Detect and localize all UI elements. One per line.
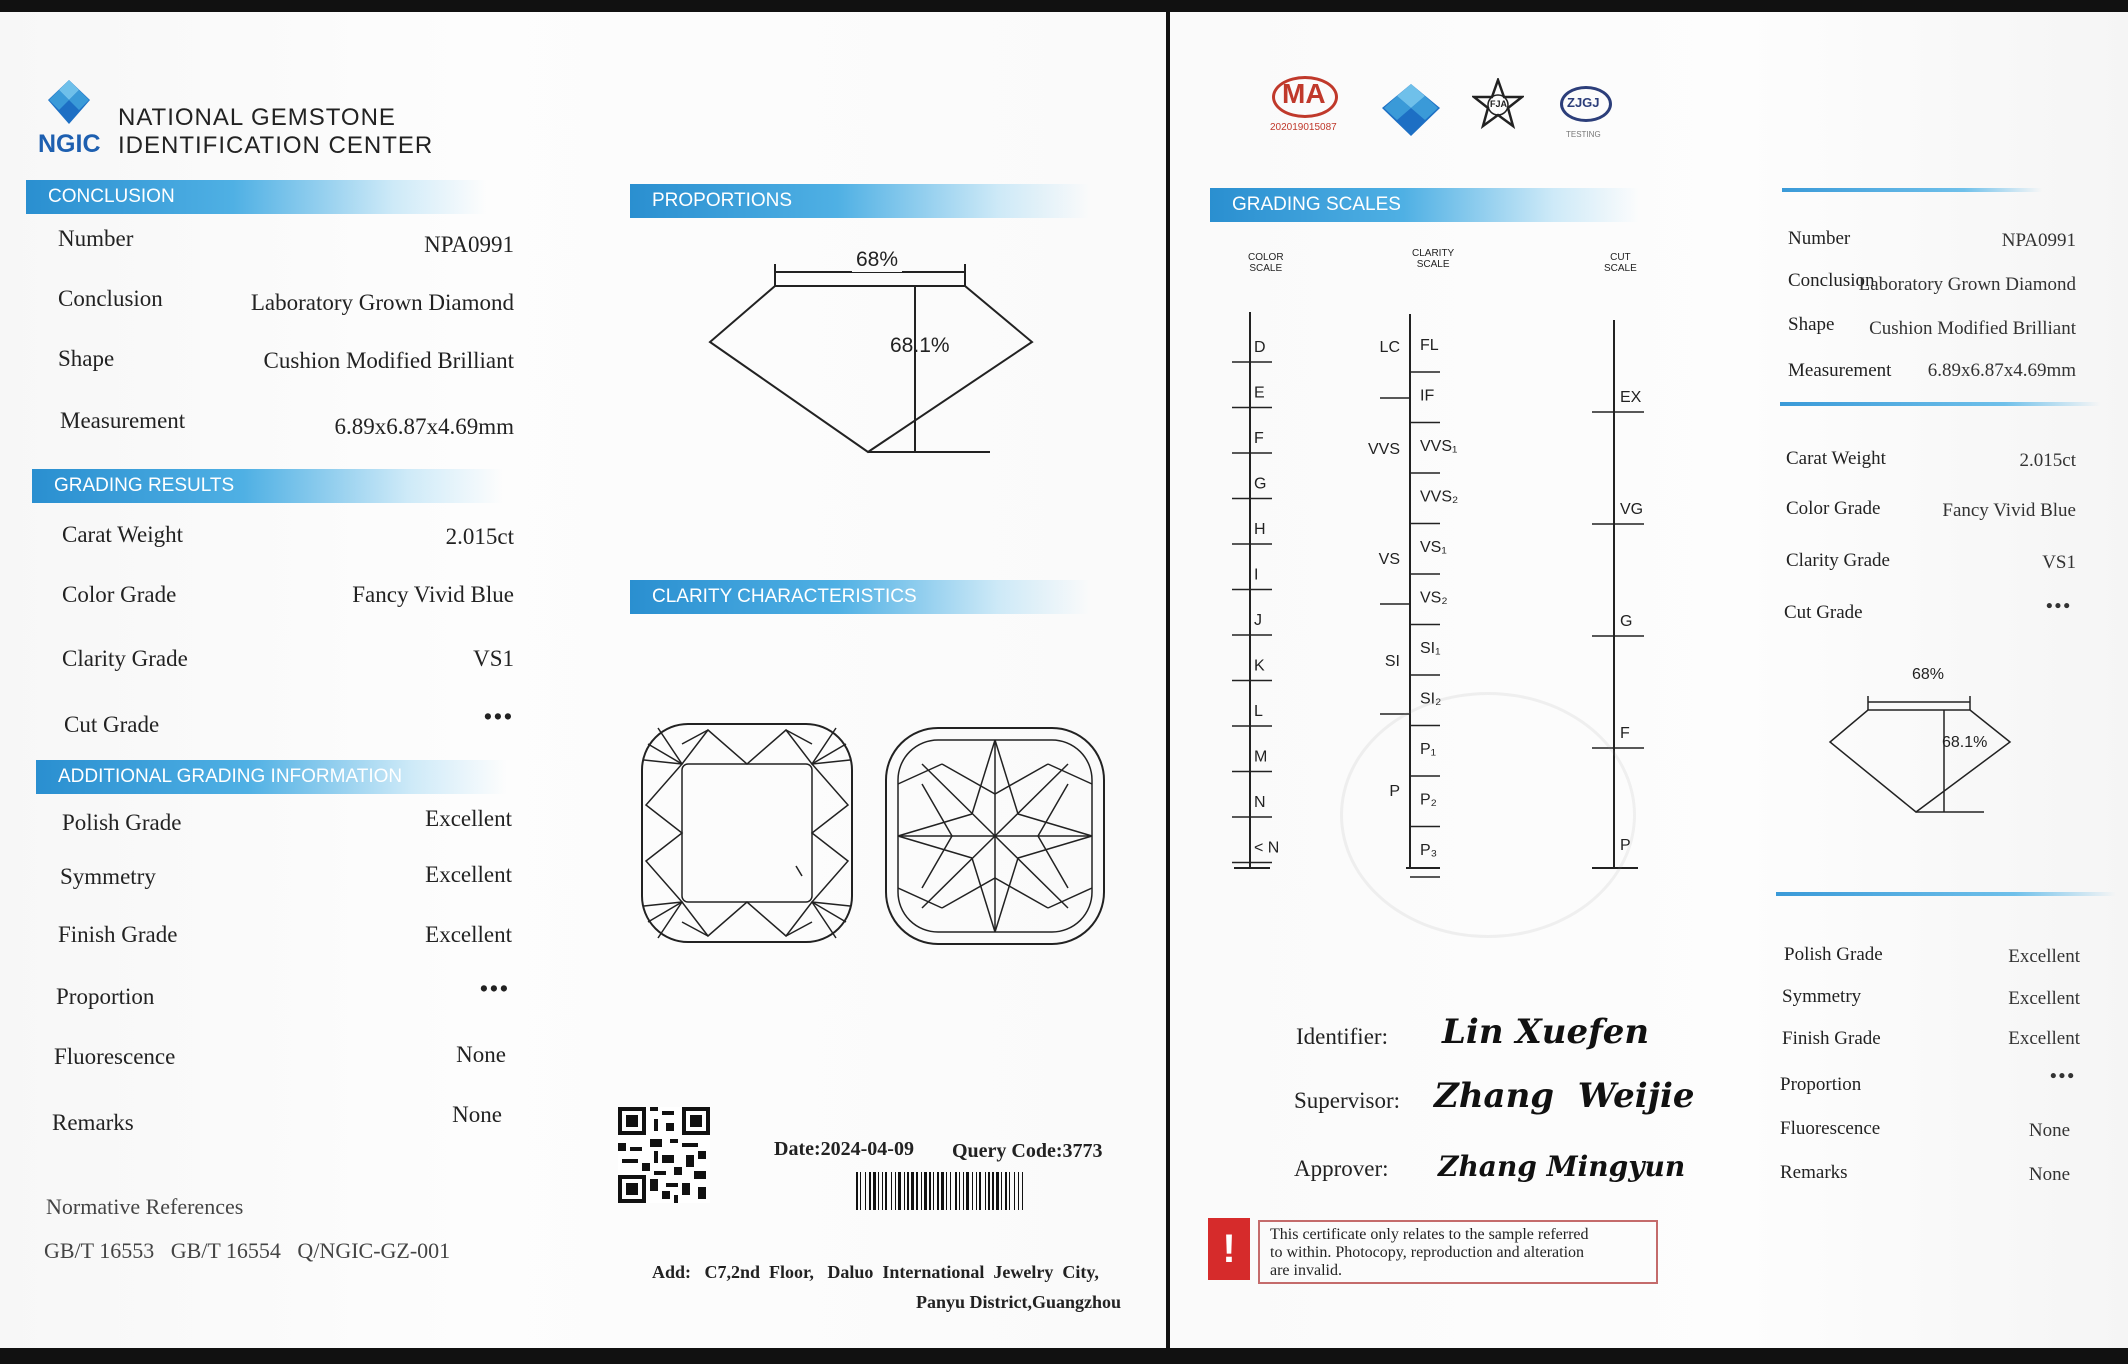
barcode-bar <box>1005 1172 1007 1210</box>
additional-value-finish: Excellent <box>425 922 512 947</box>
supervisor-label: Supervisor: <box>1294 1088 1401 1113</box>
barcode-bar <box>1014 1172 1015 1210</box>
barcode-bar <box>996 1172 999 1210</box>
summary-value-polish: Excellent <box>2008 946 2080 967</box>
grading-value-color-grade: Fancy Vivid Blue <box>352 582 514 607</box>
color-grade-label: E <box>1254 384 1265 402</box>
additional-value-symmetry: Excellent <box>425 862 512 887</box>
conclusion-label-conclusion: Conclusion <box>58 286 163 311</box>
proportions-diagram <box>700 248 1040 462</box>
normative-refs: GB/T 16553 GB/T 16554 Q/NGIC-GZ-001 <box>44 1238 451 1263</box>
crown-view-diagram <box>638 720 856 946</box>
conclusion-label-shape: Shape <box>58 346 115 371</box>
cut-grade-label: VG <box>1620 501 1644 518</box>
barcode-bar <box>873 1172 876 1210</box>
notice-text-line2: to within. Photocopy, reproduction and alteration <box>1270 1244 1585 1261</box>
normative-title: Normative References <box>46 1194 244 1219</box>
cma-logo-text: MA <box>1282 78 1326 109</box>
summary-label-shape: Shape <box>1788 314 1835 335</box>
barcode-bar <box>979 1172 981 1210</box>
summary-value-color-grade: Fancy Vivid Blue <box>1942 500 2076 521</box>
query-code: Query Code:3773 <box>952 1140 1103 1162</box>
clarity-grade-label: P₂ <box>1420 791 1437 809</box>
conclusion-value-number: NPA0991 <box>424 232 514 257</box>
clarity-grade-label: SI₁ <box>1420 640 1441 657</box>
barcode-bar <box>946 1172 947 1210</box>
grading-label-cut-grade: Cut Grade <box>64 712 160 737</box>
barcode-bar <box>898 1172 901 1210</box>
summary-label-cut-grade: Cut Grade <box>1784 602 1863 623</box>
summary-value-carat-weight: 2.015ct <box>2019 450 2076 471</box>
additional-value-proportion: ••• <box>479 976 510 1001</box>
pavilion-view-diagram <box>882 724 1108 948</box>
org-name-line1: NATIONAL GEMSTONE <box>118 104 396 131</box>
summary-proportions-diagram <box>1824 688 2014 818</box>
zjgj-logo-text: ZJGJ <box>1567 95 1600 110</box>
clarity-grade-label: SI₂ <box>1420 690 1442 708</box>
barcode-bar <box>911 1172 914 1210</box>
summary-table-percentage: 68% <box>1912 666 1945 683</box>
barcode-bar <box>904 1172 905 1210</box>
cut-grade-label: P <box>1620 837 1631 854</box>
summary-label-number: Number <box>1788 228 1851 249</box>
additional-label-polish: Polish Grade <box>62 810 182 835</box>
section-grading-results-header: GRADING RESULTS <box>32 469 502 503</box>
barcode-bar <box>941 1172 944 1210</box>
exclamation-icon: ! <box>1208 1218 1250 1280</box>
summary-label-fluorescence: Fluorescence <box>1780 1118 1881 1139</box>
barcode-bar <box>882 1172 883 1210</box>
org-name-line2: IDENTIFICATION CENTER <box>118 132 434 159</box>
summary-value-shape: Cushion Modified Brilliant <box>1869 318 2076 339</box>
ngic-diamond-logo-icon <box>46 78 92 126</box>
barcode-bar <box>869 1172 871 1210</box>
clarity-group-label: LC <box>1379 339 1400 356</box>
barcode-bar <box>937 1172 939 1210</box>
fja-logo-text: FJA <box>1490 99 1508 109</box>
cut-scale-title-line2: SCALE <box>1604 263 1637 274</box>
section-grading-scales-header: GRADING SCALES <box>1210 188 1640 222</box>
cut-scale-title-line1: CUT <box>1610 252 1631 263</box>
summary-label-carat-weight: Carat Weight <box>1786 448 1886 469</box>
clarity-grade-label: VS₂ <box>1420 589 1448 607</box>
clarity-group-label: SI <box>1384 653 1400 670</box>
barcode-bar <box>929 1172 931 1210</box>
barcode-bar <box>865 1172 866 1210</box>
conclusion-value-shape: Cushion Modified Brilliant <box>263 348 514 373</box>
clarity-grade-label: P₃ <box>1420 842 1438 859</box>
barcode-bar <box>933 1172 934 1210</box>
additional-label-symmetry: Symmetry <box>60 864 156 889</box>
grading-value-carat-weight: 2.015ct <box>445 524 514 549</box>
barcode-bar <box>966 1172 969 1210</box>
summary-value-clarity-grade: VS1 <box>2042 552 2076 573</box>
depth-percentage: 68.1% <box>890 334 950 357</box>
additional-value-fluorescence: None <box>456 1042 506 1067</box>
clarity-grade-label: VS₁ <box>1420 539 1447 556</box>
clarity-group-label: VVS <box>1367 441 1400 458</box>
additional-value-polish: Excellent <box>425 806 512 831</box>
official-seal-stamp <box>1340 692 1636 938</box>
notice-text-line1: This certificate only relates to the sample referred <box>1270 1226 1589 1243</box>
barcode-bar <box>860 1172 861 1210</box>
clarity-grade-label: VVS₁ <box>1420 438 1458 455</box>
summary-label-symmetry: Symmetry <box>1782 986 1862 1007</box>
identifier-label: Identifier: <box>1296 1024 1388 1049</box>
barcode-bar <box>985 1172 986 1210</box>
clarity-grade-label: IF <box>1420 387 1435 405</box>
summary-value-number: NPA0991 <box>2001 230 2076 251</box>
summary-label-conclusion: Conclusion <box>1788 270 1875 291</box>
issue-date: Date:2024-04-09 <box>774 1138 914 1160</box>
conclusion-label-number: Number <box>58 226 134 251</box>
cut-grade-label: G <box>1620 613 1633 630</box>
additional-label-remarks: Remarks <box>52 1110 134 1135</box>
section-clarity-characteristics-header: CLARITY CHARACTERISTICS <box>630 580 1090 614</box>
summary-value-cut-grade: ••• <box>2046 596 2072 617</box>
summary-value-conclusion: Laboratory Grown Diamond <box>1858 274 2076 295</box>
grading-label-carat-weight: Carat Weight <box>62 522 183 547</box>
notice-box <box>1258 1220 1658 1284</box>
color-grade-label: F <box>1254 430 1264 447</box>
summary-label-color-grade: Color Grade <box>1786 498 1881 519</box>
summary-depth-percentage: 68.1% <box>1942 734 1988 751</box>
address-line2: Panyu District,Guangzhou <box>916 1292 1122 1312</box>
color-grade-label: D <box>1254 339 1266 356</box>
summary-label-polish: Polish Grade <box>1784 944 1883 965</box>
barcode-bar <box>972 1172 973 1210</box>
summary-value-fluorescence: None <box>2028 1120 2070 1141</box>
grading-value-cut-grade: ••• <box>483 704 514 729</box>
clarity-group-label: P <box>1389 783 1400 800</box>
color-grade-label: K <box>1254 657 1265 675</box>
color-grade-label: N <box>1254 794 1266 811</box>
barcode-bar <box>959 1172 960 1210</box>
grading-label-clarity-grade: Clarity Grade <box>62 646 188 671</box>
summary-label-measurement: Measurement <box>1788 360 1892 381</box>
additional-label-finish: Finish Grade <box>58 922 178 947</box>
cut-scale-title <box>1604 252 1637 274</box>
summary-label-proportion: Proportion <box>1780 1074 1862 1095</box>
clarity-group-label: VS <box>1378 551 1400 568</box>
address-line1: Add: C7,2nd Floor, Daluo International Jewelry City, <box>652 1262 1099 1282</box>
cut-grade-label: F <box>1620 725 1630 742</box>
approver-signature: Zhang Mingyun <box>1438 1150 1686 1183</box>
summary-label-clarity-grade: Clarity Grade <box>1786 550 1890 571</box>
barcode-bar <box>878 1172 879 1210</box>
summary-label-finish: Finish Grade <box>1782 1028 1881 1049</box>
barcode-bar <box>891 1172 892 1210</box>
color-grade-label: G <box>1254 475 1267 493</box>
conclusion-label-measurement: Measurement <box>60 408 186 433</box>
color-grade-label: I <box>1254 566 1259 584</box>
clarity-scale-title <box>1412 248 1454 270</box>
section-conclusion-header: CONCLUSION <box>26 180 486 214</box>
testing-label: TESTING <box>1566 130 1601 139</box>
identifier-signature: Lin Xuefen <box>1442 1012 1650 1052</box>
summary-value-measurement: 6.89x6.87x4.69mm <box>1927 360 2076 381</box>
clarity-grade-label: VVS₂ <box>1420 488 1459 506</box>
supervisor-signature: Zhang Weijie <box>1434 1076 1695 1116</box>
conclusion-value-measurement: 6.89x6.87x4.69mm <box>334 414 514 439</box>
color-grade-label: H <box>1254 521 1266 538</box>
qr-code-icon <box>618 1106 710 1204</box>
barcode-bar <box>976 1172 977 1210</box>
barcode-bar <box>1022 1172 1023 1210</box>
summary-value-remarks: None <box>2028 1164 2070 1185</box>
additional-label-proportion: Proportion <box>56 984 155 1009</box>
barcode-bar <box>1009 1172 1010 1210</box>
clarity-grade-label: FL <box>1420 337 1439 354</box>
summary-label-remarks: Remarks <box>1780 1162 1848 1183</box>
barcode-bar <box>1001 1172 1002 1210</box>
clarity-grade-label: P₁ <box>1420 741 1437 758</box>
barcode-bar <box>907 1172 909 1210</box>
cma-number: 202019015087 <box>1270 122 1337 133</box>
clarity-scale-title-line2: SCALE <box>1416 259 1450 270</box>
cut-grade-label: EX <box>1620 389 1642 406</box>
barcode-bar <box>916 1172 918 1210</box>
barcode-bar <box>885 1172 887 1210</box>
color-grade-label: < N <box>1254 839 1280 857</box>
barcode-bar <box>963 1172 964 1210</box>
notice-text-line3: are invalid. <box>1270 1262 1342 1279</box>
grading-label-color-grade: Color Grade <box>62 582 177 607</box>
clarity-scale-title-line1: CLARITY <box>1412 248 1455 259</box>
certificate-left-page <box>0 12 1166 1348</box>
additional-label-fluorescence: Fluorescence <box>54 1044 176 1069</box>
barcode-bar <box>955 1172 957 1210</box>
barcode-bar <box>856 1172 858 1210</box>
color-scale-title <box>1248 252 1284 274</box>
section-additional-header: ADDITIONAL GRADING INFORMATION <box>36 760 506 794</box>
summary-value-finish: Excellent <box>2008 1028 2080 1049</box>
barcode-bar <box>950 1172 951 1210</box>
color-grade-label: L <box>1254 703 1263 720</box>
color-grade-label: M <box>1254 748 1268 766</box>
summary-divider-bottom <box>1776 892 2116 896</box>
summary-divider-top <box>1782 188 2042 192</box>
grading-value-clarity-grade: VS1 <box>473 646 514 671</box>
summary-divider-middle <box>1780 402 2100 406</box>
barcode-bar <box>1018 1172 1019 1210</box>
additional-value-remarks: None <box>452 1102 502 1127</box>
summary-value-proportion: ••• <box>2050 1066 2076 1087</box>
certificate-right-page <box>1170 12 2128 1348</box>
color-scale-title-line1: COLOR <box>1248 252 1284 263</box>
barcode-bar <box>921 1172 922 1210</box>
summary-value-symmetry: Excellent <box>2008 988 2080 1009</box>
barcode-bar <box>988 1172 990 1210</box>
conclusion-value-conclusion: Laboratory Grown Diamond <box>250 290 514 315</box>
table-percentage: 68% <box>852 248 902 272</box>
color-scale-title-line2: SCALE <box>1249 263 1283 274</box>
ngic-diamond-logo-icon <box>1380 82 1442 138</box>
color-grade-label: J <box>1254 612 1262 629</box>
approver-label: Approver: <box>1294 1156 1389 1181</box>
barcode-icon <box>856 1172 1112 1210</box>
barcode-bar <box>924 1172 927 1210</box>
ngic-logo-text: NGIC <box>38 130 101 158</box>
barcode-bar <box>992 1172 994 1210</box>
barcode-bar <box>895 1172 896 1210</box>
section-proportions-header: PROPORTIONS <box>630 184 1090 218</box>
